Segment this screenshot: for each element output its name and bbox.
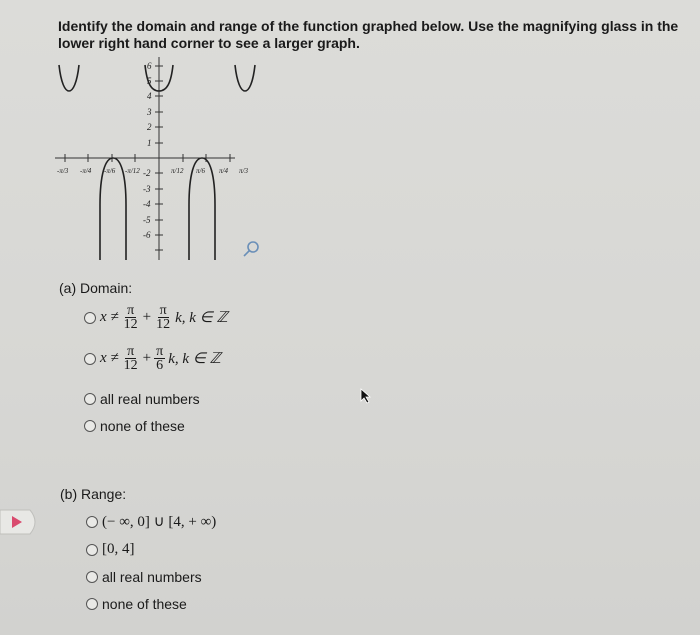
magnifying-glass-icon[interactable] xyxy=(244,242,258,256)
radio-button[interactable] xyxy=(84,312,96,324)
math-suffix: k, k ∈ ℤ xyxy=(175,310,228,326)
math-prefix: x ≠ xyxy=(100,350,119,366)
play-arrow-icon[interactable] xyxy=(0,508,40,536)
fraction-numerator: π xyxy=(156,344,164,359)
mouse-pointer-icon xyxy=(360,388,374,404)
fraction-denominator: 6 xyxy=(156,358,164,373)
range-option-4[interactable] xyxy=(86,596,187,612)
function-graph xyxy=(55,55,270,265)
y-tick-label: 3 xyxy=(147,107,152,117)
fraction-denominator: 12 xyxy=(123,358,138,373)
radio-button[interactable] xyxy=(84,393,96,405)
range-label: (b) Range: xyxy=(60,486,127,502)
x-tick-label: π/6 xyxy=(196,167,205,175)
fraction-denominator: 12 xyxy=(156,317,171,332)
fraction-numerator: π xyxy=(127,344,135,359)
x-tick-label: -π/4 xyxy=(80,167,92,175)
x-tick-label: π/3 xyxy=(239,167,248,175)
range-option-1[interactable] xyxy=(86,512,216,531)
option-label: none of these xyxy=(100,418,185,434)
radio-button[interactable] xyxy=(86,598,98,610)
fraction-denominator: 12 xyxy=(123,317,138,332)
option-label: all real numbers xyxy=(102,569,202,585)
domain-label: (a) Domain: xyxy=(59,280,133,296)
y-tick-label: 5 xyxy=(147,76,152,86)
radio-button[interactable] xyxy=(84,353,96,365)
x-tick-label: π/12 xyxy=(171,167,184,175)
x-tick-label: π/4 xyxy=(219,167,228,175)
y-tick-label: -4 xyxy=(143,199,151,209)
range-option-2[interactable] xyxy=(86,541,135,558)
radio-button[interactable] xyxy=(86,544,98,556)
math-prefix: x ≠ xyxy=(100,309,119,325)
x-tick-label: -π/6 xyxy=(104,167,116,175)
option-label: all real numbers xyxy=(100,391,200,407)
y-tick-label: -3 xyxy=(143,184,151,194)
domain-option-3[interactable] xyxy=(84,391,200,407)
y-tick-label: 6 xyxy=(147,61,152,71)
x-tick-label: -π/12 xyxy=(125,167,140,175)
option-label: none of these xyxy=(102,596,187,612)
y-tick-label: 1 xyxy=(147,138,152,148)
x-tick-label: -π/3 xyxy=(57,167,69,175)
math-suffix: k, k ∈ ℤ xyxy=(168,351,221,367)
y-tick-label: -5 xyxy=(143,215,151,225)
domain-option-4[interactable] xyxy=(84,418,185,434)
question-text: Identify the domain and range of the function graphed below. Use the magnifying glass in the lower right hand corner to see a larger graph. xyxy=(58,18,679,51)
option-label: (− ∞, 0] ∪ [4, + ∞) xyxy=(102,514,217,530)
radio-button[interactable] xyxy=(84,420,96,432)
range-option-3[interactable] xyxy=(86,569,202,585)
radio-button[interactable] xyxy=(86,571,98,583)
plus-sign: + xyxy=(142,309,152,325)
domain-option-1[interactable] xyxy=(84,304,228,331)
y-tick-label: -6 xyxy=(143,230,151,240)
y-tick-label: 2 xyxy=(147,122,152,132)
plus-sign: + xyxy=(142,350,152,366)
y-tick-label: 4 xyxy=(147,91,152,101)
radio-button[interactable] xyxy=(86,516,98,528)
y-tick-label: -2 xyxy=(143,168,151,178)
domain-option-2[interactable] xyxy=(84,345,221,372)
function-curve-up xyxy=(59,65,255,91)
fraction-numerator: π xyxy=(159,303,167,318)
fraction-numerator: π xyxy=(127,303,135,318)
option-label: [0, 4] xyxy=(102,541,135,557)
